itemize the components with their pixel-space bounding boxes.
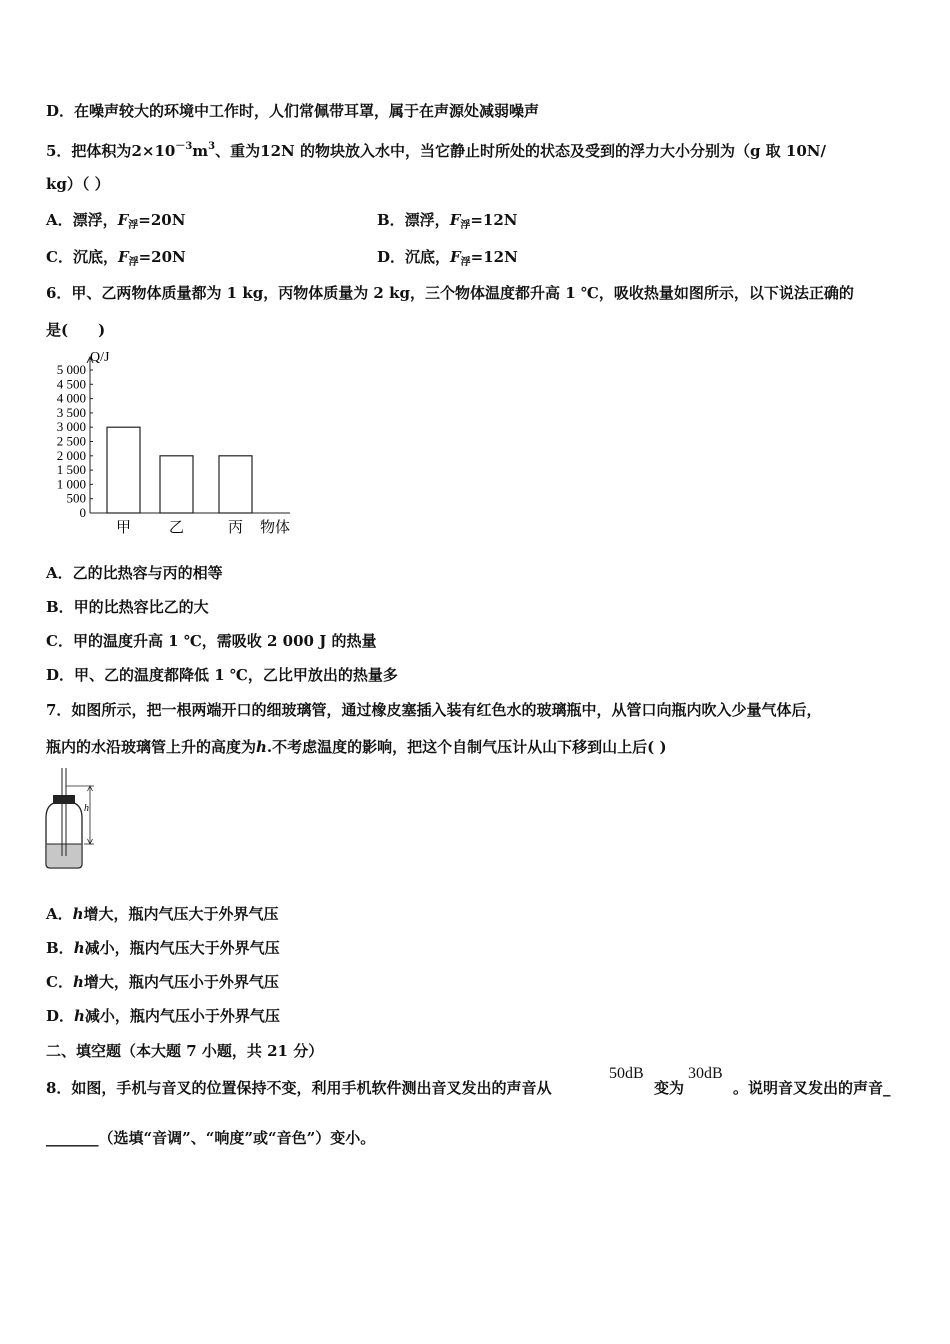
chart-y-tick-label: 3 000 [56,419,86,435]
q6-option-d: D．甲、乙的温度都降低 1 ℃，乙比甲放出的热量多 [46,666,398,684]
option-value: =20N [138,248,186,266]
q7-option-c [46,972,279,992]
q5-exponent: －3 [175,141,193,152]
q5-exponent-2: 3 [208,141,216,152]
h-symbol: h [73,939,85,957]
q8-part-a: 8．如图，手机与音叉的位置保持不变，利用手机软件测出音叉发出的声音从 [46,1079,552,1097]
chart-y-tick-label: 2 000 [56,447,86,463]
q8-part-b: 变为 [654,1079,685,1097]
q6-bar-chart [40,345,310,545]
force-subscript: 浮 [460,257,471,268]
q8-value-50db: 50dB [609,1065,644,1082]
force-subscript: 浮 [128,220,139,231]
chart-y-tick-label: 4 000 [56,390,86,406]
q5-stem [46,137,826,161]
q6-option-b: B．甲的比热容比乙的大 [46,598,209,616]
q6-option-c: C．甲的温度升高 1 ℃，需吸收 2 000 J 的热量 [46,632,377,650]
option-text: 减小，瓶内气压大于外界气压 [84,939,280,957]
option-prefix: C． [46,973,73,991]
q5-stem-c: 、重为12N 的物块放入水中，当它静止时所处的状态及受到的浮力大小分别为（g 取 10N/ [215,142,826,160]
q6-option-a: A．乙的比热容与丙的相等 [46,564,223,582]
chart-y-axis-label: Q/J [90,350,110,365]
option-prefix: D． [46,1007,75,1025]
h-symbol: h [72,973,84,991]
h-symbol: h [72,905,84,923]
q7-stem-line2-b: .不考虑温度的影响，把这个自制气压计从山下移到山上后( ) [266,738,667,756]
q7-stem: 7．如图所示，把一根两端开口的细玻璃管，通过橡皮塞插入装有红色水的玻璃瓶中，从管口向瓶内吹入少量气体后， [46,701,822,719]
chart-bar [219,456,252,513]
q7-option-a [46,904,279,924]
q8-part-c: 。说明音叉发出的声音_ [733,1079,891,1097]
chart-y-tick-label: 1 000 [56,476,86,492]
force-symbol: F [450,248,461,266]
chart-y-tick-label: 5 000 [56,362,86,377]
option-prefix: C．沉底， [46,248,118,266]
q5-stem-a: 5．把体积为2×10 [46,142,176,160]
chart-x-tick-label: 丙 [227,520,244,536]
chart-y-tick-label: 500 [66,490,86,506]
option-text: 增大，瓶内气压小于外界气压 [83,973,279,991]
q8-value-30db: 30dB [688,1065,723,1082]
h-label: h [84,803,89,814]
force-symbol: F [117,211,129,229]
option-prefix: A． [46,905,73,923]
chart-y-tick-label: 1 500 [56,462,86,478]
chart-bar [160,456,193,513]
option-prefix: B． [46,939,74,957]
section-2-heading: 二、填空题（本大题 7 小题，共 21 分） [46,1042,324,1060]
chart-x-axis-label: 物体 [260,520,291,536]
q5-option-d [377,247,518,273]
option-prefix: B．漂浮， [377,211,450,229]
q7-option-b [46,938,280,958]
q5-stem-line2: kg）（ ） [46,175,110,193]
q6-stem: 6．甲、乙两物体质量都为 1 kg，丙物体质量为 2 kg，三个物体温度都升高 1 ℃，吸收热量如图所示，以下说法正确的 [46,284,854,302]
q5-option-a [46,210,185,236]
chart-x-tick-label: 乙 [168,520,185,536]
chart-x-tick-label: 甲 [115,520,132,536]
force-subscript: 浮 [128,257,139,268]
q5-option-c [46,247,186,273]
force-symbol: F [117,248,129,266]
force-symbol: F [449,211,461,229]
option-text: 增大，瓶内气压大于外界气压 [83,905,279,923]
option-value: =12N [470,248,518,266]
q5-stem-b: m [192,142,209,160]
chart-y-tick-label: 2 500 [56,433,86,449]
q4-option-d: D．在噪声较大的环境中工作时，人们常佩带耳罩，属于在声源处减弱噪声 [46,102,540,120]
q6-stem-line2: 是( ) [46,321,106,339]
q8-line2: _______（选填“音调”、“响度”或“音色”）变小。 [46,1129,376,1147]
chart-y-tick-label: 0 [79,505,86,520]
chart-y-tick-label: 4 500 [56,376,86,392]
q7-stem-line2 [46,737,667,757]
option-prefix: A．漂浮， [46,211,118,229]
barometer-figure [40,766,110,876]
bottle-water [47,844,82,867]
option-value: =12N [470,211,518,229]
q7-option-d [46,1006,280,1026]
chart-bar [107,427,140,513]
q7-stem-line2-a: 瓶内的水沿玻璃管上升的高度为 [46,738,257,756]
option-text: 减小，瓶内气压小于外界气压 [84,1007,280,1025]
option-value: =20N [138,211,186,229]
option-prefix: D．沉底， [377,248,451,266]
rubber-stopper [53,795,75,804]
h-symbol: h [74,1007,85,1025]
q7-h-symbol: h [256,738,267,756]
q5-option-b [377,210,518,236]
chart-y-tick-label: 3 500 [56,404,86,420]
force-subscript: 浮 [460,220,471,231]
